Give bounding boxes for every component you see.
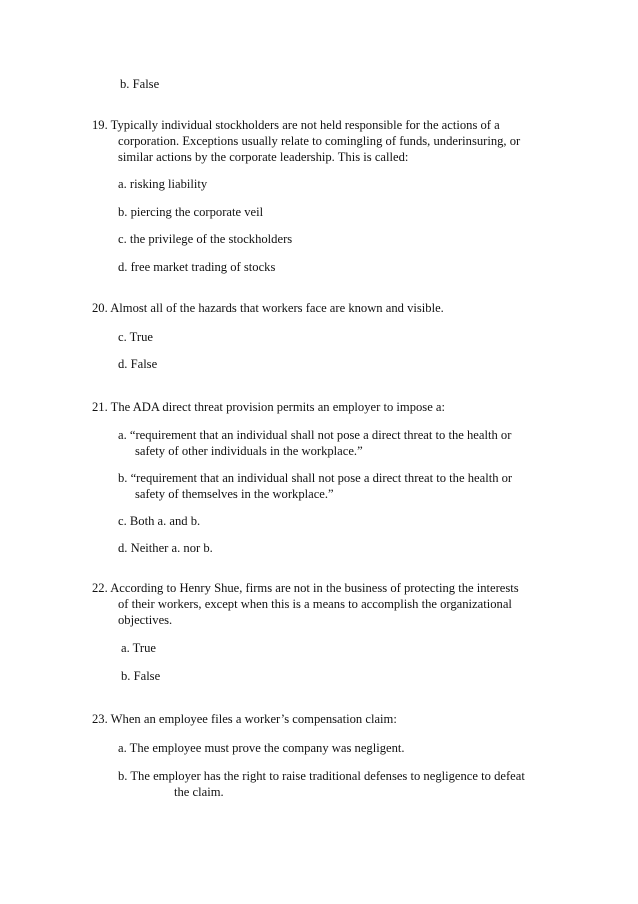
- q21-option-b-line-2: safety of themselves in the workplace.”: [135, 487, 334, 501]
- q18-option-b: b. False: [120, 77, 160, 91]
- q22-option-a: a. True: [121, 641, 156, 655]
- q19-question-line-3: similar actions by the corporate leadership. This is called:: [118, 150, 409, 164]
- q22-question-line-3: objectives.: [118, 613, 173, 627]
- q19-option-d: d. free market trading of stocks: [118, 260, 276, 274]
- q21-option-a-line-1: a. “requirement that an individual shall not pose a direct threat to the health or: [118, 428, 512, 442]
- q23-option-a: a. The employee must prove the company was negligent.: [118, 741, 405, 755]
- q21-option-c: c. Both a. and b.: [118, 514, 201, 528]
- q22-option-b: b. False: [121, 669, 161, 683]
- q20-question: 20. Almost all of the hazards that workers face are known and visible.: [92, 301, 444, 315]
- q21-question: 21. The ADA direct threat provision permits an employer to impose a:: [92, 400, 446, 414]
- q23-option-b-line-1: b. The employer has the right to raise traditional defenses to negligence to defeat: [118, 769, 525, 783]
- q19-question-line-1: 19. Typically individual stockholders are not held responsible for the actions of a: [92, 118, 500, 132]
- q21-option-d: d. Neither a. nor b.: [118, 541, 213, 555]
- q21-option-a-line-2: safety of other individuals in the workplace.”: [135, 444, 363, 458]
- q23-option-b-line-2: the claim.: [174, 785, 224, 799]
- q22-question-line-2: of their workers, except when this is a means to accomplish the organizational: [118, 597, 512, 611]
- q20-option-d: d. False: [118, 357, 158, 371]
- q23-question: 23. When an employee files a worker’s compensation claim:: [92, 712, 397, 726]
- q19-question-line-2: corporation. Exceptions usually relate to comingling of funds, underinsuring, or: [118, 134, 521, 148]
- q21-option-b-line-1: b. “requirement that an individual shall not pose a direct threat to the health or: [118, 471, 513, 485]
- q19-option-c: c. the privilege of the stockholders: [118, 232, 293, 246]
- q22-question-line-1: 22. According to Henry Shue, firms are not in the business of protecting the interests: [92, 581, 519, 595]
- q19-option-a: a. risking liability: [118, 177, 208, 191]
- q19-option-b: b. piercing the corporate veil: [118, 205, 264, 219]
- q20-option-c: c. True: [118, 330, 153, 344]
